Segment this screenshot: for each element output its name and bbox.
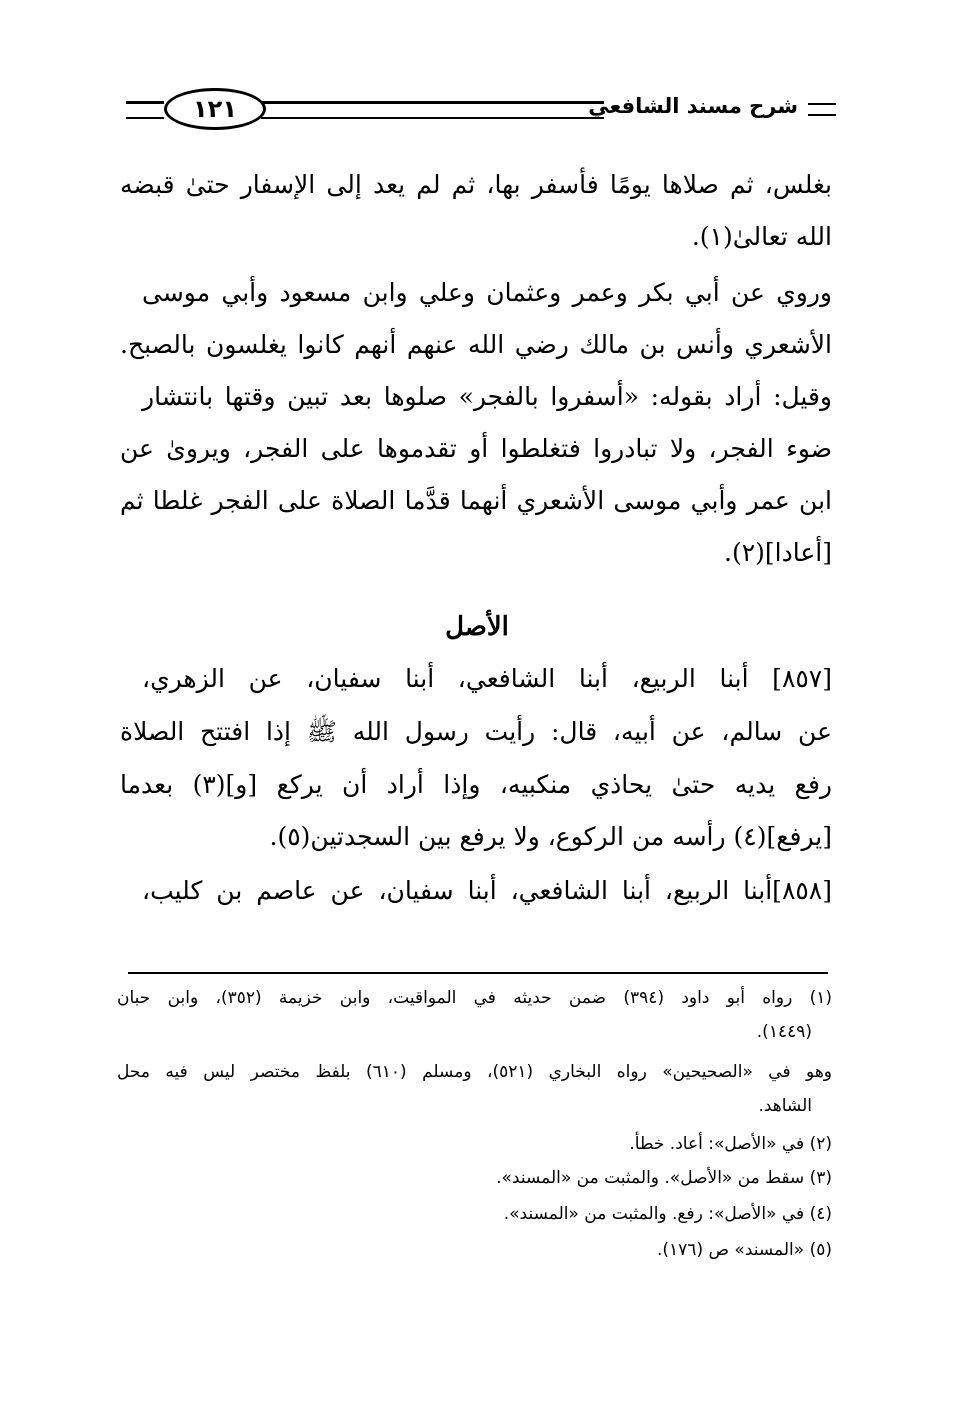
footnote-line: الشاهد.: [758, 1096, 812, 1116]
footnote-line: (١٤٤٩).: [756, 1022, 812, 1042]
body-line: بغلس، ثم صلاها يومًا فأسفر بها، ثم لم يعد إلى الإسفار حتىٰ قبضه: [120, 170, 832, 199]
body-line: وروي عن أبي بكر وعمر وعثمان وعلي وابن مسعود وأبي موسى: [142, 278, 832, 307]
header-rule-left: [126, 101, 164, 119]
body-line: الله تعالىٰ(١).: [691, 222, 832, 251]
section-heading: الأصل: [445, 612, 509, 642]
header-ornament: [808, 103, 836, 116]
footnote-line: (١) رواه أبو داود (٣٩٤) ضمن حديثه في المواقيت، وابن خزيمة (٣٥٢)، وابن حبان: [117, 988, 832, 1008]
body-line: ابن عمر وأبي موسى الأشعري أنهما قدَّما الصلاة على الفجر غلطا ثم: [120, 486, 832, 515]
body-line: الأشعري وأنس بن مالك رضي الله عنهم أنهم كانوا يغلسون بالصبح.: [120, 330, 832, 359]
body-line: وقيل: أراد بقوله: «أسفروا بالفجر» صلوها بعد تبين وقتها بانتشار: [142, 382, 832, 411]
asl-line: رفع يديه حتىٰ يحاذي منكبيه، وإذا أراد أن يركع [و](٣) بعدما: [120, 770, 832, 799]
running-header: [126, 88, 836, 128]
page-number: ١٢١: [164, 88, 266, 130]
asl-line: [٨٥٨]أبنا الربيع، أبنا الشافعي، أبنا سفيان، عن عاصم بن كليب،: [142, 876, 832, 905]
body-line: ضوء الفجر، ولا تبادروا فتغلطوا أو تقدموها على الفجر، ويروىٰ عن: [120, 434, 832, 463]
footnote-line: (٣) سقط من «الأصل». والمثبت من «المسند».: [496, 1168, 832, 1188]
footnote-line: (٥) «المسند» ص (١٧٦).: [656, 1240, 832, 1260]
asl-line: [يرفع](٤) رأسه من الركوع، ولا يرفع بين السجدتين(٥).: [269, 822, 832, 851]
header-rule: [261, 101, 604, 119]
asl-line: [٨٥٧] أبنا الربيع، أبنا الشافعي، أبنا سفيان، عن الزهري،: [142, 664, 832, 693]
body-line: [أعادا](٢).: [724, 538, 832, 567]
footnote-line: (٤) في «الأصل»: رفع. والمثبت من «المسند».: [503, 1204, 832, 1224]
footnote-rule: [128, 972, 828, 974]
footnote-line: وهو في «الصحيحين» رواه البخاري (٥٢١)، ومسلم (٦١٠) بلفظ مختصر ليس فيه محل: [117, 1062, 832, 1082]
footnote-line: (٢) في «الأصل»: أعاد. خطأ.: [629, 1134, 832, 1154]
header-title: شرح مسند الشافعي: [588, 94, 798, 118]
asl-line: عن سالم، عن أبيه، قال: رأيت رسول الله ﷺ إذا افتتح الصلاة: [120, 717, 832, 746]
